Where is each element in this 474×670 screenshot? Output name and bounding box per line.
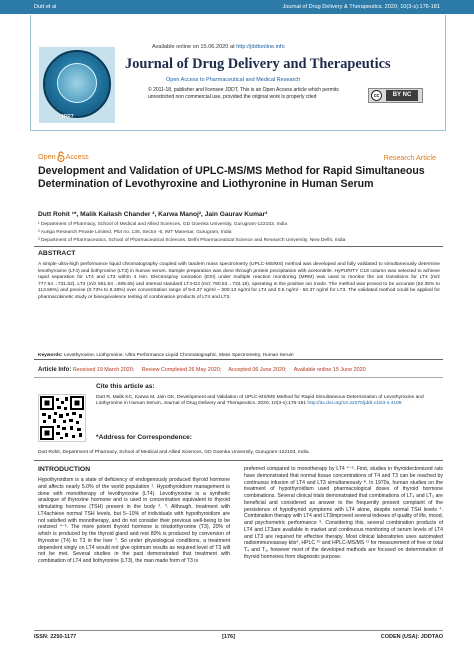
keywords	[38, 353, 440, 358]
creative-commons-badge[interactable]	[368, 88, 423, 103]
affiliation-1: ¹ Department of Pharmacy, School of Medical and Allied Sciences, GD Goenka University, Gurugram-122103, India	[38, 222, 288, 227]
article-authors: Dutt Rohit ¹*, Malik Kailash Chander ², Karwa Manoj², Jain Gaurav Kumar³	[38, 211, 268, 218]
page-number: [176]	[222, 633, 235, 640]
open-access-label	[38, 151, 89, 162]
page-footer	[34, 630, 443, 642]
accepted-date: Accepted 06 June 2020;	[228, 367, 287, 373]
abstract-text: A simple ultra-high performance liquid chromatography coupled with tandem mass spectrometry (UPLC-MS/MS) method was developed and fully validated to simultaneously determine levothyroxine (LT4) and liothyronine (LT3) in human serum. Sample preparation was done through protein precipitation with acetonitrile. HyPURITY C18 column was selected to achieve rapid separation for LT4 and LT3 within 4 min. Electrospray ionization (ESI) under multiple reaction monitoring (MRM) was used to monitor the ion transitions for LT4 (m/z 777.54→731.52), LT3 (m/z 651.64→605.65) and internal standard LT4-D3 (m/z 780.53→734.19), operating in the positive ion mode. The method was proved to be accurate (82.35% to 113.56%) and precise (0.73% to 8.28%) over concentration range of 5-0.37 ng/ml – 300.13 ng/ml for LT4 and 0.5 ng/ml - 50.37 ng/ml for LT3. The validated method could be applied for pharmacokinetic study or bioequivalence testing of combination products of LT4 and LT3.	[38, 262, 440, 300]
open-access-prefix: Open	[38, 152, 56, 161]
section-divider	[34, 460, 443, 461]
available-online	[152, 44, 285, 50]
correspondence-heading: *Address for Correspondence:	[96, 434, 192, 441]
keywords-label: Keywords:	[38, 353, 63, 358]
received-date: Received 19 March 2020;	[72, 367, 135, 373]
running-header-citation: Journal of Drug Delivery & Therapeutics. 2020; 10(3-s):176-181	[282, 4, 440, 10]
introduction-column-left: Hypothyroidism is a state of deficiency of endogenously produced thyroid hormone and affects nearly 5.0% of the world population ¹. Hypothyroidism management is done with monotherapy of levothyroxine (LT4). Levothyroxine is a synthetic analogue of thyroxine hormone and is used in concentration equivalent to thyroid stimulating hormone (TSH) present in the body ². ³. Although, treatment with LT4achieve normal TSH levels, but 5–10% of individuals with hypothyroidism are not satisfied with monotherapy, and do not consider their previous well-being to be restored ⁴⁻⁶. The more potent thyroid hormone is triiodothyronine (T3), 20% of which is produced by the thyroid gland and rest 80% is produced by conversion of thyroxine (T4) to T3 in the liver ⁷. So under physiological conditions, a treatment dependent singly on LT4 would not give optimum results as required level of T3 will not be met. Several studies in the past demonstrated that treatment with combination of LT4 and liothyronine (LT3), the man made form of T3 is	[38, 477, 230, 564]
introduction-heading: INTRODUCTION	[38, 466, 91, 473]
article-title: Development and Validation of UPLC-MS/MS Method for Rapid Simultaneous Determination of Levothyroxine and Liothyronine in Human Serum	[38, 165, 425, 190]
citation-body: Dutt R, Malik KC, Karwa M, Jain GK, Development and Validation of UPLC-MS/MS Method for Rapid Simultaneous Determination of Levothyroxine and Liothyronine in Human Serum, Journal of Drug Delivery and Therapeutics. 2020; 10(3-s):176-181	[96, 395, 424, 407]
doi-link[interactable]: http://dx.doi.org/10.22270/jddt.v10i3-s.4109	[307, 401, 402, 407]
correspondence-text: Dutt Rohit, Department of Pharmacy, School of Medical and Allied Sciences, GD Goenka University, Gurugram-122103, India	[38, 450, 309, 455]
abstract-heading: ABSTRACT	[38, 250, 76, 257]
footer-coden: CODEN (USA): JDDTAO	[380, 633, 443, 640]
copyright-notice: © 2011-18, publisher and licensee JDDT, This is an Open Access article which permits unrestricted non commercial use, provided the original work is properly cited	[148, 87, 339, 100]
cc-by-nc-label: BY NC	[386, 90, 418, 101]
journal-subtitle: Open Access to Pharmaceutical and Medical Research	[166, 77, 301, 83]
running-header-authors: Dutt et al	[34, 4, 57, 10]
keywords-list: Levothyroxine, Liothyronine, Ultra Performance Liquid Chromatographic, Mass Spectrometry, Human Serum	[63, 353, 294, 358]
review-date: Review Completed 26 May 2020;	[141, 367, 222, 373]
footer-issn: ISSN: 2250-1177	[34, 633, 77, 640]
cite-heading: Cite this article as:	[96, 383, 155, 390]
available-date: Available online 15 June 2020	[293, 367, 366, 373]
journal-logo-inner	[57, 63, 97, 103]
running-header	[0, 0, 474, 14]
open-lock-icon	[57, 151, 65, 162]
qr-code-icon[interactable]	[38, 394, 86, 442]
article-info	[38, 367, 372, 373]
article-info-label: Article Info:	[38, 367, 72, 373]
journal-title: Journal of Drug Delivery and Therapeutics	[125, 56, 391, 72]
cc-icon: cc	[371, 90, 382, 101]
article-type: Research Article	[383, 153, 436, 162]
affiliation-2: ² Auriga Research Private Limited, Plot no. 136, Sector -5, IMT Manesar, Gurugram, India	[38, 230, 232, 235]
introduction-column-right: preferred compared to monotherapy by LT4 ⁴⁻⁶. First, studies in thyroidectomized rats have demonstrated that normal tissue concentrations of T4 and T3 can be reached by continuous infusion of LT4 and LT3 simultaneously ⁸. In 1970s, human studies on the treatment of hypothyroidism used pharmacological doses of thyroid hormone combinations. Several clinical trials demonstrated that combinations of LT₄ and LT₃ are beneficial and considered as answer to the frequently present complaint of the persistence of hypothyroid symptoms with LT4 alone, despite normal TSH levels ⁴. Combination therapy with LT4 and LT3improved several indexes of quality of life, mood, and psychometric performance ⁹. Considering this, several combination products of LT4 and LT3are available in market and continuous monitoring of serum levels of LT4 and LT3 are required for effective therapy. Most clinical laboratories uses automated radioimmunoassay kits⁶, HPLC ¹⁰ and HPLC-MS/MS ¹¹ for measurement of free or total T₄ and T₃, however most of the developed methods are focused on determination of thyroid hormones from diagnostic purpose.	[244, 466, 443, 560]
available-online-text: Available online on 15.06.2020 at	[152, 44, 237, 50]
journal-logo-text: JDDT	[61, 113, 74, 118]
journal-url-link[interactable]: http://jddtonline.info	[236, 44, 285, 50]
affiliation-3: ³ Department of Pharmaceutics, School of Pharmaceutical Sciences, Delhi Pharmaceutical Science and Research University, New Delhi, India	[38, 238, 346, 243]
open-access-suffix: Access	[65, 152, 89, 161]
citation-text	[96, 395, 441, 408]
